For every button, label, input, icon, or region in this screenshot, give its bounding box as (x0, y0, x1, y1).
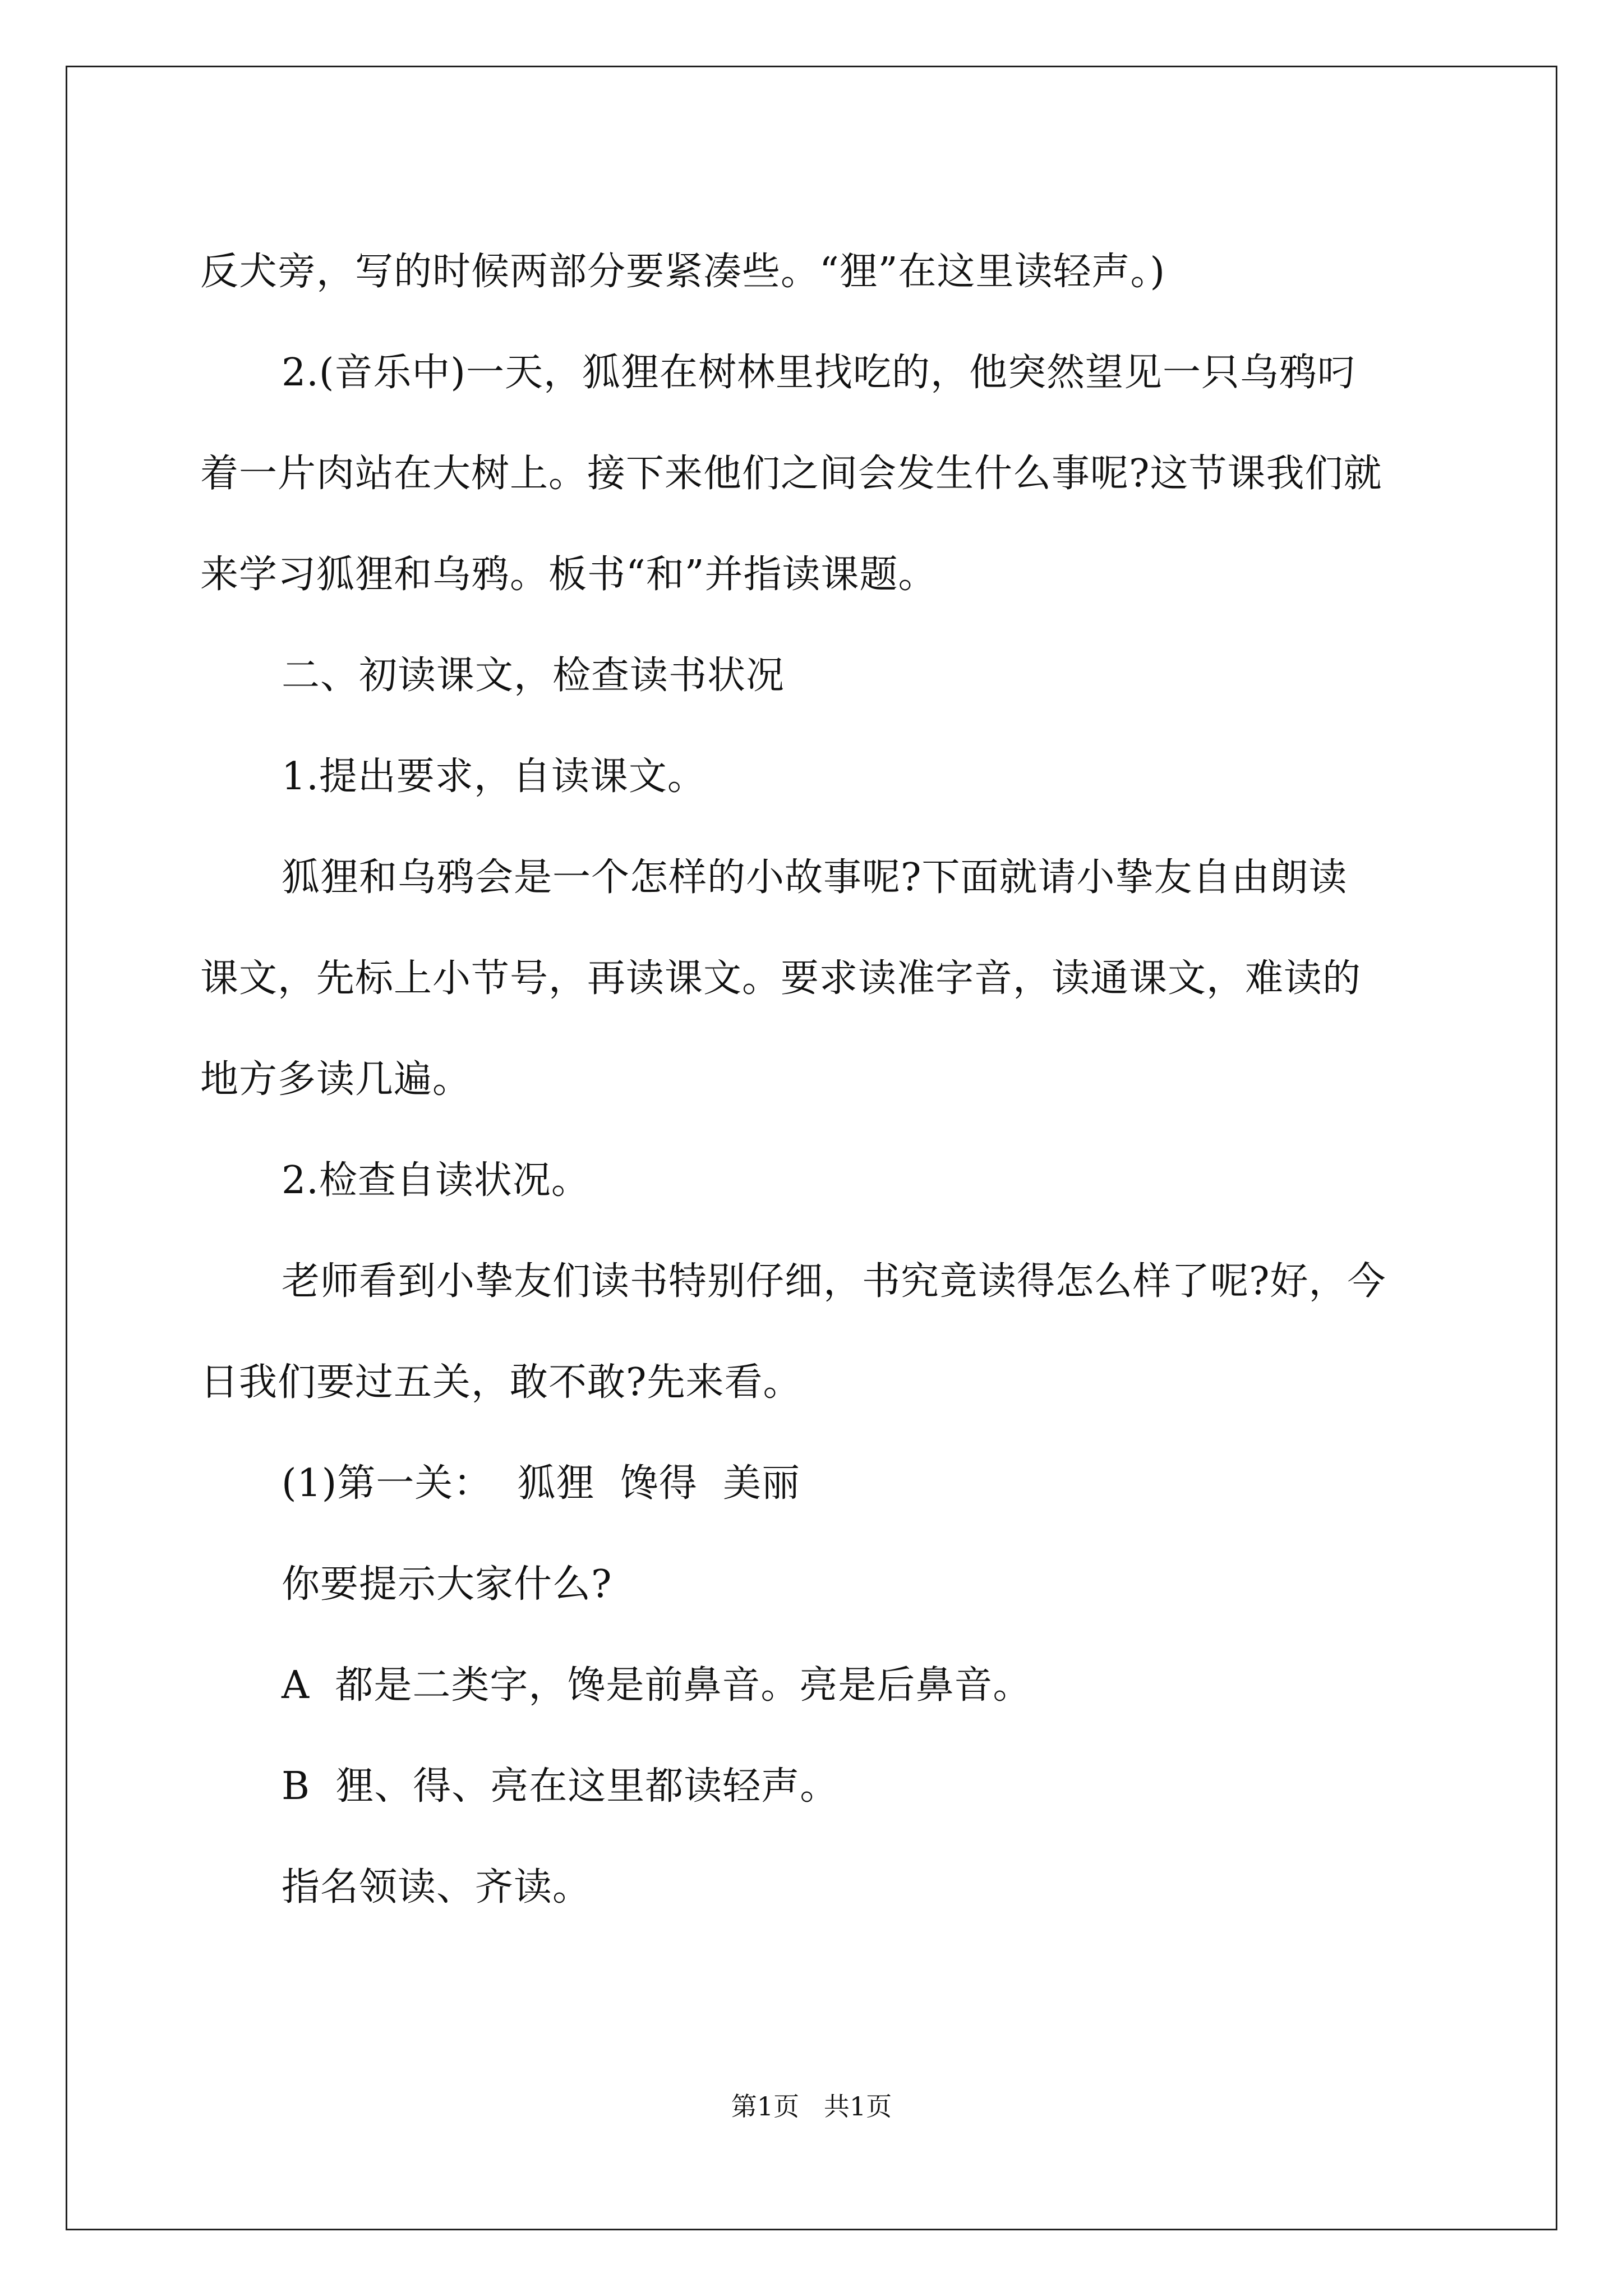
paragraph-7-line-2: 日我们要过五关，敢不敢?先来看。 (200, 1360, 802, 1405)
paragraph-5-line-3: 地方多读几遍。 (200, 1057, 472, 1102)
paragraph-6-line-1: 2.检查自读状况。 (282, 1158, 590, 1203)
paragraph-5-line-1: 狐狸和乌鸦会是一个怎样的小故事呢?下面就请小挚友自由朗读 (282, 855, 1348, 900)
document-body (200, 222, 1423, 1938)
paragraph-9-line-1: 你要提示大家什么? (282, 1562, 612, 1607)
paragraph-2-line-3: 来学习狐狸和乌鸦。板书“和”并指读课题。 (200, 553, 937, 597)
page-number-footer: 第1页 共1页 (731, 2091, 892, 2122)
paragraph-2-line-1: 2.(音乐中)一天，狐狸在树林里找吃的，他突然望见一只乌鸦叼 (282, 351, 1356, 395)
section-heading: 二、初读课文，检查读书状况 (282, 654, 785, 698)
paragraph-11-line-1: B 狸、得、亮在这里都读轻声。 (282, 1764, 839, 1809)
paragraph-7-line-1: 老师看到小挚友们读书特别仔细，书究竟读得怎么样了呢?好，今 (282, 1259, 1386, 1304)
paragraph-12-line-1: 指名领读、齐读。 (282, 1865, 592, 1910)
paragraph-5-line-2: 课文，先标上小节号，再读课文。要求读准字音，读通课文，难读的 (200, 956, 1362, 1001)
paragraph-10-line-1: A 都是二类字，馋是前鼻音。亮是后鼻音。 (282, 1663, 1032, 1708)
paragraph-4-line-1: 1.提出要求，自读课文。 (282, 754, 706, 799)
paragraph-2-line-2: 着一片肉站在大树上。接下来他们之间会发生什么事呢?这节课我们就 (200, 452, 1382, 496)
paragraph-1-line-1: 反犬旁，写的时候两部分要紧凑些。“狸”在这里读轻声。) (200, 250, 1166, 294)
paragraph-8-line-1: (1)第一关： 狐狸 馋得 美丽 (282, 1461, 801, 1506)
